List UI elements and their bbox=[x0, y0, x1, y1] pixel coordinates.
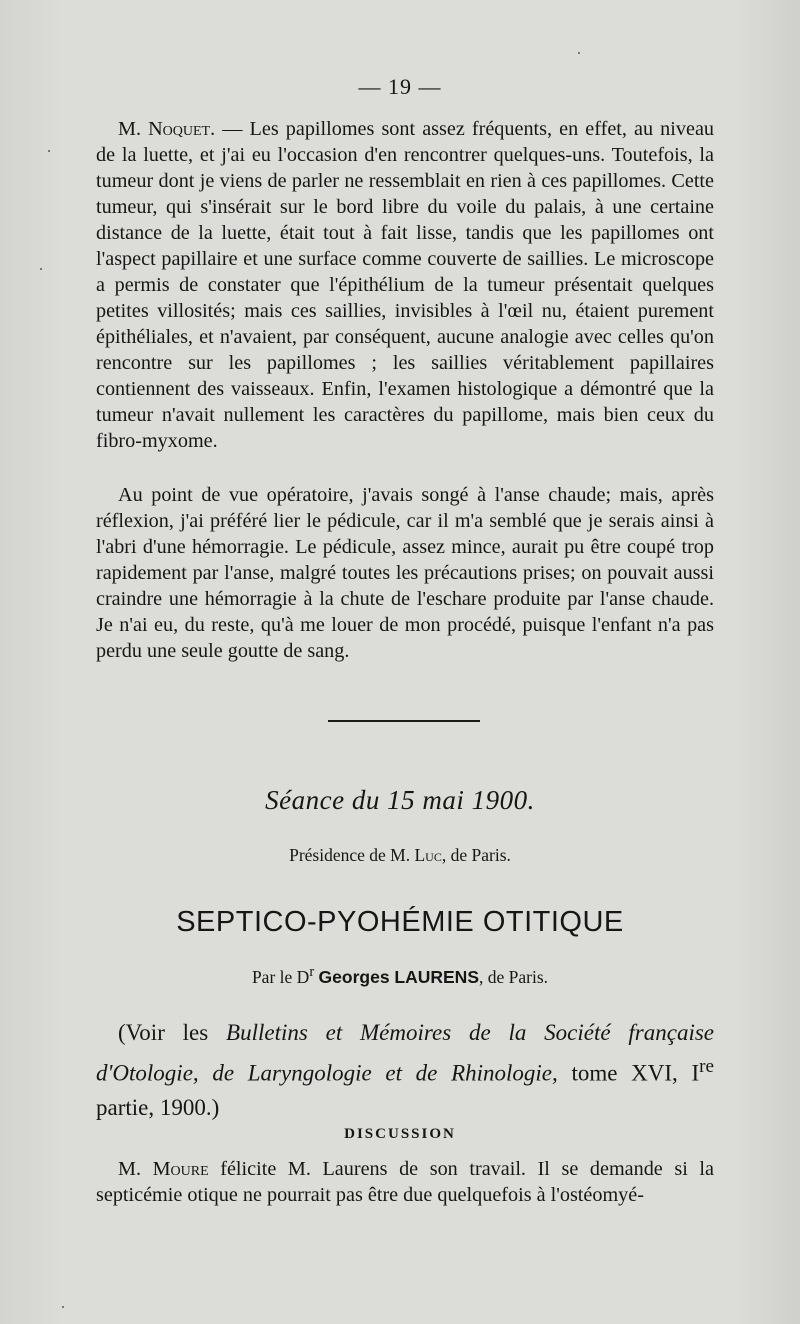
paragraph-text: — Les papillomes sont assez fréquents, en effet, au niveau de la luette, et j'ai eu l'occasion d'en rencontrer quelques-uns. Toutefois, la tumeur dont je viens de parler ne ressemblait en rien à ces papillomes. Cette tumeur, qui s'insérait sur le bord libre du voile du palais, à une certaine distance de la luette, était tout à fait lisse, tandis que les papillomes ont l'aspect papillaire et une surface comme couverte de saillies. Le microscope a permis de constater que l'épithélium de la tumeur présentait quelques petites villosités; mais ces saillies, invisibles à l'œil nu, étaient purement épithéliales, et n'avaient, par conséquent, aucune analogie avec celles qu'on rencontre sur les papillomes ; les saillies véritablement papillaires contiennent des vaisseaux. Enfin, l'examen histologique a démontré que la tumeur n'avait nullement les caractères du papillome, mais bien ceux du fibro-myxome. bbox=[96, 118, 714, 452]
paragraph-operatoire bbox=[96, 482, 714, 664]
presidence-suffix: , de Paris. bbox=[441, 845, 511, 865]
speaker-name: M. Noquet. bbox=[118, 118, 216, 140]
author-prefix: Par le D bbox=[251, 966, 310, 987]
reference-sup: re bbox=[699, 1056, 714, 1077]
author-prefix-sup: r bbox=[309, 964, 315, 980]
author-name: Georges LAURENS bbox=[318, 966, 479, 987]
page-number: — 19 — bbox=[358, 74, 442, 99]
paragraph-text: Au point de vue opératoire, j'avais songé à l'anse chaude; mais, après réflexion, j'ai préféré lier le pédicule, car il m'a semblé que je serais ainsi à l'abri d'une hémorragie. Le pédicule, assez mince, aurait pu être coupé trop rapidement par l'anse, malgré toutes les précautions prises; on pouvait aussi craindre une hémorragie à la chute de l'eschare produite par l'anse chaude. Je n'ai eu, du reste, qu'à me louer de mon procédé, puisque l'enfant n'a pas perdu une seule goutte de sang. bbox=[96, 484, 714, 662]
paragraph-noquet bbox=[96, 116, 714, 454]
paper-speck bbox=[48, 150, 50, 152]
author-suffix: , de Paris. bbox=[479, 966, 549, 987]
paper-speck bbox=[40, 268, 42, 270]
paragraph-moure bbox=[96, 1156, 714, 1208]
presidence-prefix: Présidence de M. bbox=[289, 845, 411, 865]
discussion-heading: DISCUSSION bbox=[344, 1126, 456, 1142]
paragraph-text: félicite M. Laurens de son travail. Il se demande si la septicémie otique ne pourrait pas être due quelquefois à l'ostéomyé- bbox=[96, 1158, 714, 1206]
article-title: SEPTICO-PYOHÉMIE OTITIQUE bbox=[176, 906, 624, 938]
reference-close: partie, 1900.) bbox=[96, 1094, 220, 1120]
bulletin-reference bbox=[96, 1016, 714, 1125]
reference-open: (Voir les bbox=[118, 1020, 227, 1045]
presidence-line bbox=[0, 845, 800, 866]
paper-speck bbox=[578, 52, 580, 54]
speaker-name: M. Moure bbox=[118, 1158, 209, 1180]
author-line bbox=[0, 964, 800, 988]
president-name: Luc bbox=[414, 845, 442, 865]
section-divider bbox=[328, 720, 480, 722]
reference-mid: tome XVI, I bbox=[557, 1060, 700, 1086]
reference-title: Bulletins et Mémoires de la Société française d'Otologie, de Laryngologie et de Rhinologie, bbox=[96, 1020, 714, 1086]
seance-title: Séance du 15 mai 1900. bbox=[265, 785, 535, 815]
paper-speck bbox=[62, 1306, 64, 1308]
